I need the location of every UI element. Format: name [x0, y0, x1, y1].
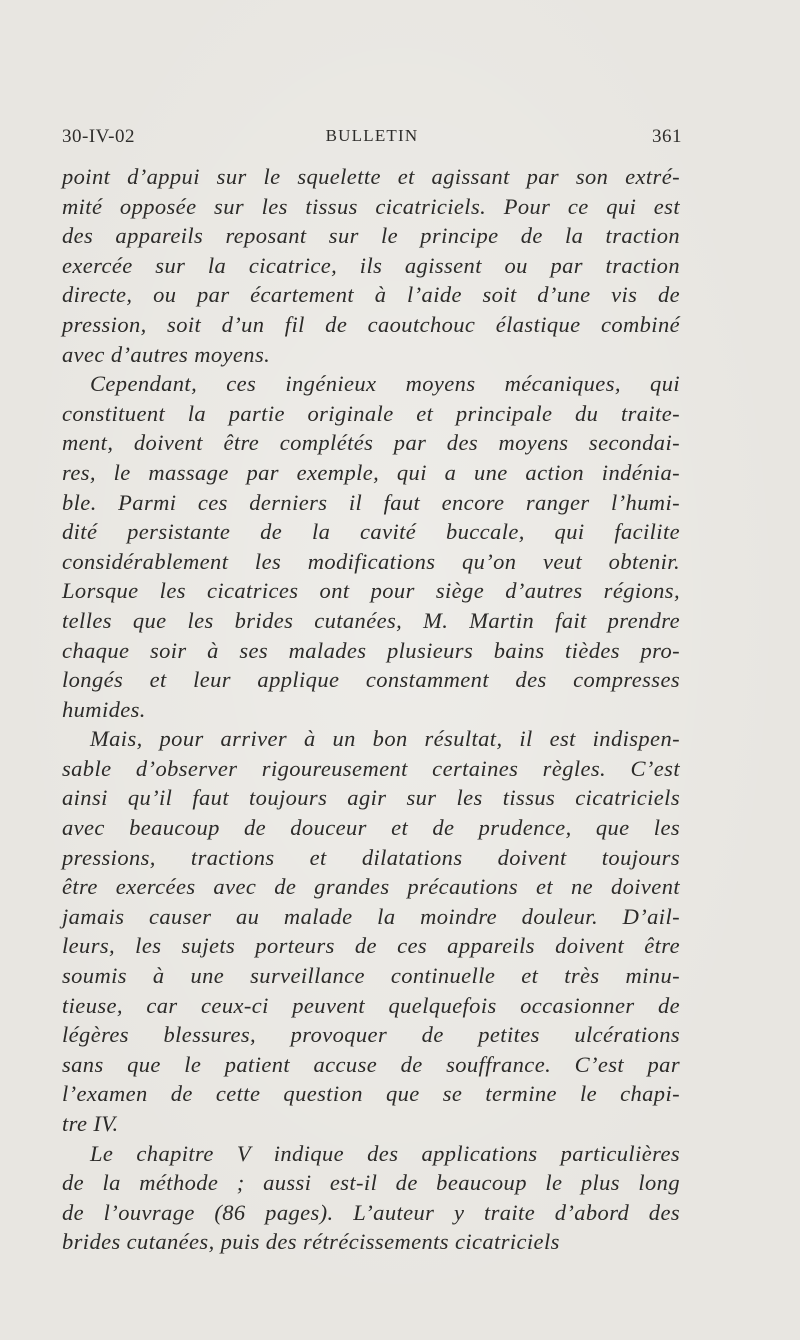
text-line: considérablement les modifications qu’on veut obtenir. — [62, 548, 680, 574]
text-line: mité opposée sur les tissus cicatriciels. Pour ce qui est — [62, 193, 680, 219]
text-line: constituent la partie originale et principale du traite- — [62, 400, 680, 426]
page-number: 361 — [652, 126, 682, 147]
text-line: sans que le patient accuse de souffrance. C’est par — [62, 1051, 680, 1077]
text-line: légères blessures, provoquer de petites ulcérations — [62, 1022, 680, 1048]
text-line: être exercées avec de grandes précautions et ne doivent — [62, 874, 680, 900]
text-line: de la méthode ; aussi est-il de beaucoup le plus long — [62, 1170, 680, 1196]
text-line: l’examen de cette question que se termine le chapi- — [62, 1081, 680, 1107]
text-line: avec d’autres moyens. — [62, 341, 271, 367]
text-line: sable d’observer rigoureusement certaines règles. C’est — [62, 755, 680, 781]
text-line: directe, ou par écartement à l’aide soit d’une vis de — [62, 282, 680, 308]
text-line: jamais causer au malade la moindre douleur. D’ail- — [62, 903, 680, 929]
running-head — [62, 126, 682, 152]
text-line: Cependant, ces ingénieux moyens mécaniques, qui — [90, 371, 680, 397]
text-line: des appareils reposant sur le principe de la traction — [62, 223, 680, 249]
body-text — [62, 162, 680, 1257]
text-line: ment, doivent être complétés par des moyens secondai- — [62, 430, 680, 456]
text-line: exercée sur la cicatrice, ils agissent ou par traction — [62, 252, 680, 278]
text-line: de l’ouvrage (86 pages). L’auteur y traite d’abord des — [62, 1199, 680, 1225]
text-line: avec beaucoup de douceur et de prudence, que les — [62, 815, 680, 841]
text-line: longés et leur applique constamment des compresses — [62, 667, 680, 693]
text-line: Lorsque les cicatrices ont pour siège d’autres régions, — [62, 578, 680, 604]
text-line: Le chapitre V indique des applications particulières — [90, 1140, 680, 1166]
text-line: pression, soit d’un fil de caoutchouc élastique combiné — [62, 311, 680, 337]
paragraph — [62, 724, 680, 1138]
text-line: chaque soir à ses malades plusieurs bains tièdes pro- — [62, 637, 680, 663]
header-date: 30-IV-02 — [62, 126, 135, 147]
paragraph — [62, 369, 680, 724]
text-line: soumis à une surveillance continuelle et très minu- — [62, 963, 680, 989]
header-title: BULLETIN — [325, 126, 419, 145]
text-line: ble. Parmi ces derniers il faut encore ranger l’humi- — [62, 489, 680, 515]
text-line: Mais, pour arriver à un bon résultat, il est indispen- — [90, 726, 680, 752]
text-line: humides. — [62, 696, 146, 722]
paragraph — [62, 1139, 680, 1257]
text-line: pressions, tractions et dilatations doivent toujours — [62, 844, 680, 870]
text-line: tieuse, car ceux-ci peuvent quelquefois occasionner de — [62, 992, 680, 1018]
text-line: tre IV. — [62, 1111, 119, 1136]
text-line: leurs, les sujets porteurs de ces appareils doivent être — [62, 933, 680, 959]
text-line: brides cutanées, puis des rétrécissements cicatriciels — [62, 1229, 560, 1255]
text-line: ainsi qu’il faut toujours agir sur les tissus cicatriciels — [62, 785, 680, 811]
text-line: dité persistante de la cavité buccale, qui facilite — [62, 519, 680, 545]
text-line: res, le massage par exemple, qui a une action indénia- — [62, 459, 680, 485]
text-line: point d’appui sur le squelette et agissant par son extré- — [62, 164, 680, 189]
text-line: telles que les brides cutanées, M. Martin fait prendre — [62, 607, 680, 633]
paragraph — [62, 162, 680, 369]
